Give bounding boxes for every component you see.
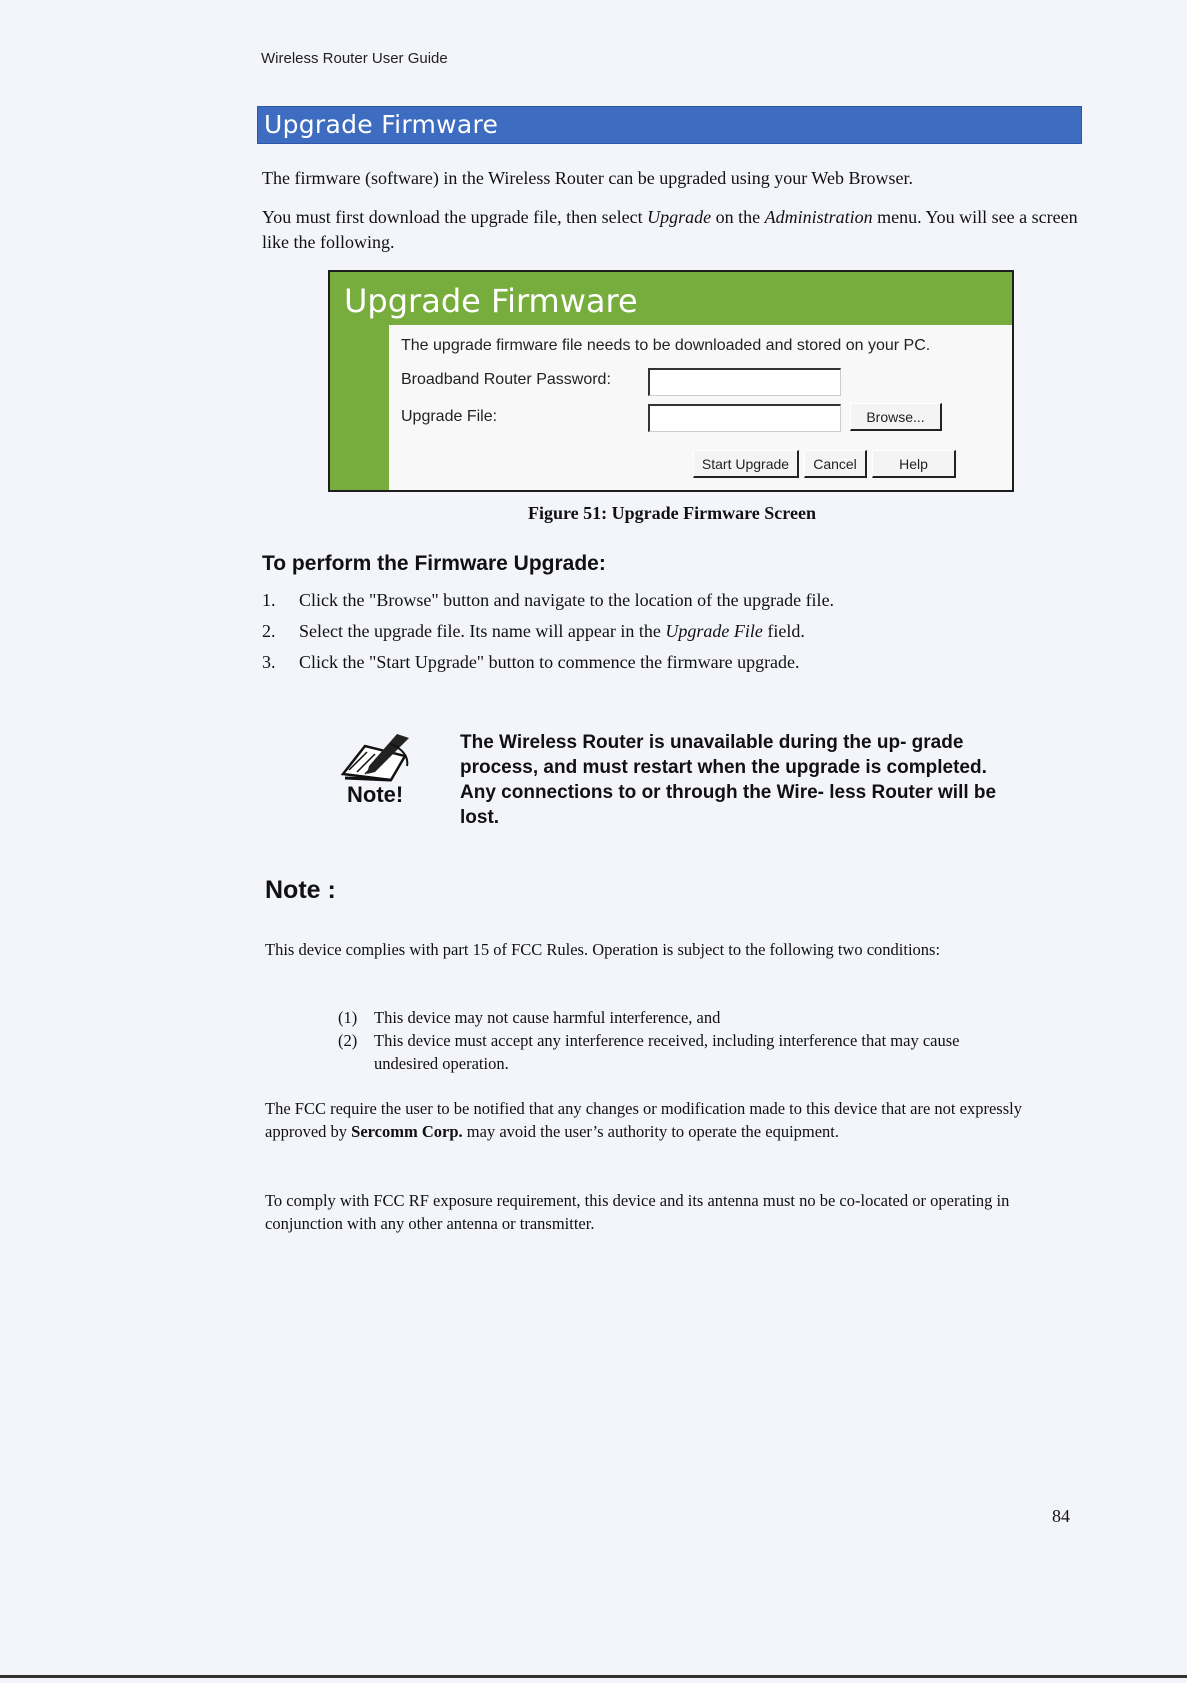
upgrade-file-label: Upgrade File: <box>401 408 498 425</box>
svg-text:Note!: Note! <box>347 782 404 806</box>
availability-note: The Wireless Router is unavailable during the up- grade process, and must restart when the upgrade is completed. Any connections to or through the Wire- less Router will be lost. <box>460 732 997 828</box>
list-item: 2. Select the upgrade file. Its name will appear in the Upgrade File field. <box>262 621 805 641</box>
company-name: Sercomm Corp. <box>351 1122 463 1141</box>
browse-button[interactable]: Browse... <box>850 403 942 431</box>
bottom-divider <box>0 1675 1187 1678</box>
help-button[interactable]: Help <box>872 450 956 478</box>
screen-title: Upgrade Firmware <box>344 282 638 320</box>
procedure-steps <box>262 590 1082 683</box>
fcc-note-heading: Note : <box>265 876 336 904</box>
upgrade-firmware-screenshot <box>328 270 1014 492</box>
running-header: Wireless Router User Guide <box>261 50 448 67</box>
upgrade-term: Upgrade <box>647 207 712 227</box>
password-label: Broadband Router Password: <box>401 371 611 388</box>
intro-paragraph-1: The firmware (software) in the Wireless Router can be upgraded using your Web Browser. <box>262 168 913 188</box>
procedure-heading: To perform the Firmware Upgrade: <box>262 552 606 575</box>
list-item: 3. Click the "Start Upgrade" button to commence the firmware upgrade. <box>262 652 800 672</box>
screen-form-panel <box>389 325 1012 490</box>
page-number: 84 <box>1052 1506 1070 1526</box>
list-item: 1. Click the "Browse" button and navigate to the location of the upgrade file. <box>262 590 835 610</box>
cancel-button[interactable]: Cancel <box>804 450 867 478</box>
start-upgrade-button[interactable]: Start Upgrade <box>693 450 799 478</box>
upgrade-file-field[interactable] <box>648 404 841 432</box>
fcc-paragraph-2: The FCC require the user to be notified that any changes or modification made to this device that are not expressly approved by Sercomm Corp. may avoid the user’s authority to operate the equipment. <box>265 1099 1022 1141</box>
section-title-bar <box>257 106 1082 144</box>
intro-paragraph-2: You must first download the upgrade file, then select Upgrade on the Administration menu. You will see a screen like the following. <box>262 207 1078 252</box>
section-title: Upgrade Firmware <box>264 110 499 139</box>
pen-on-paper-icon <box>335 726 425 806</box>
administration-term: Administration <box>764 207 873 227</box>
fcc-paragraph-1: This device complies with part 15 of FCC Rules. Operation is subject to the following two conditions: <box>265 940 941 959</box>
figure-caption: Figure 51: Upgrade Firmware Screen <box>528 503 816 523</box>
fcc-paragraph-3: To comply with FCC RF exposure requirement, this device and its antenna must no be co-located or operating in conjunction with any other antenna or transmitter. <box>265 1191 1010 1233</box>
list-item: (2) This device must accept any interference received, including interference that may cause undesired operation. <box>338 1031 960 1073</box>
list-item: (1) This device may not cause harmful interference, and <box>338 1008 721 1027</box>
password-field[interactable] <box>648 368 841 396</box>
screen-instruction: The upgrade firmware file needs to be downloaded and stored on your PC. <box>401 337 931 354</box>
